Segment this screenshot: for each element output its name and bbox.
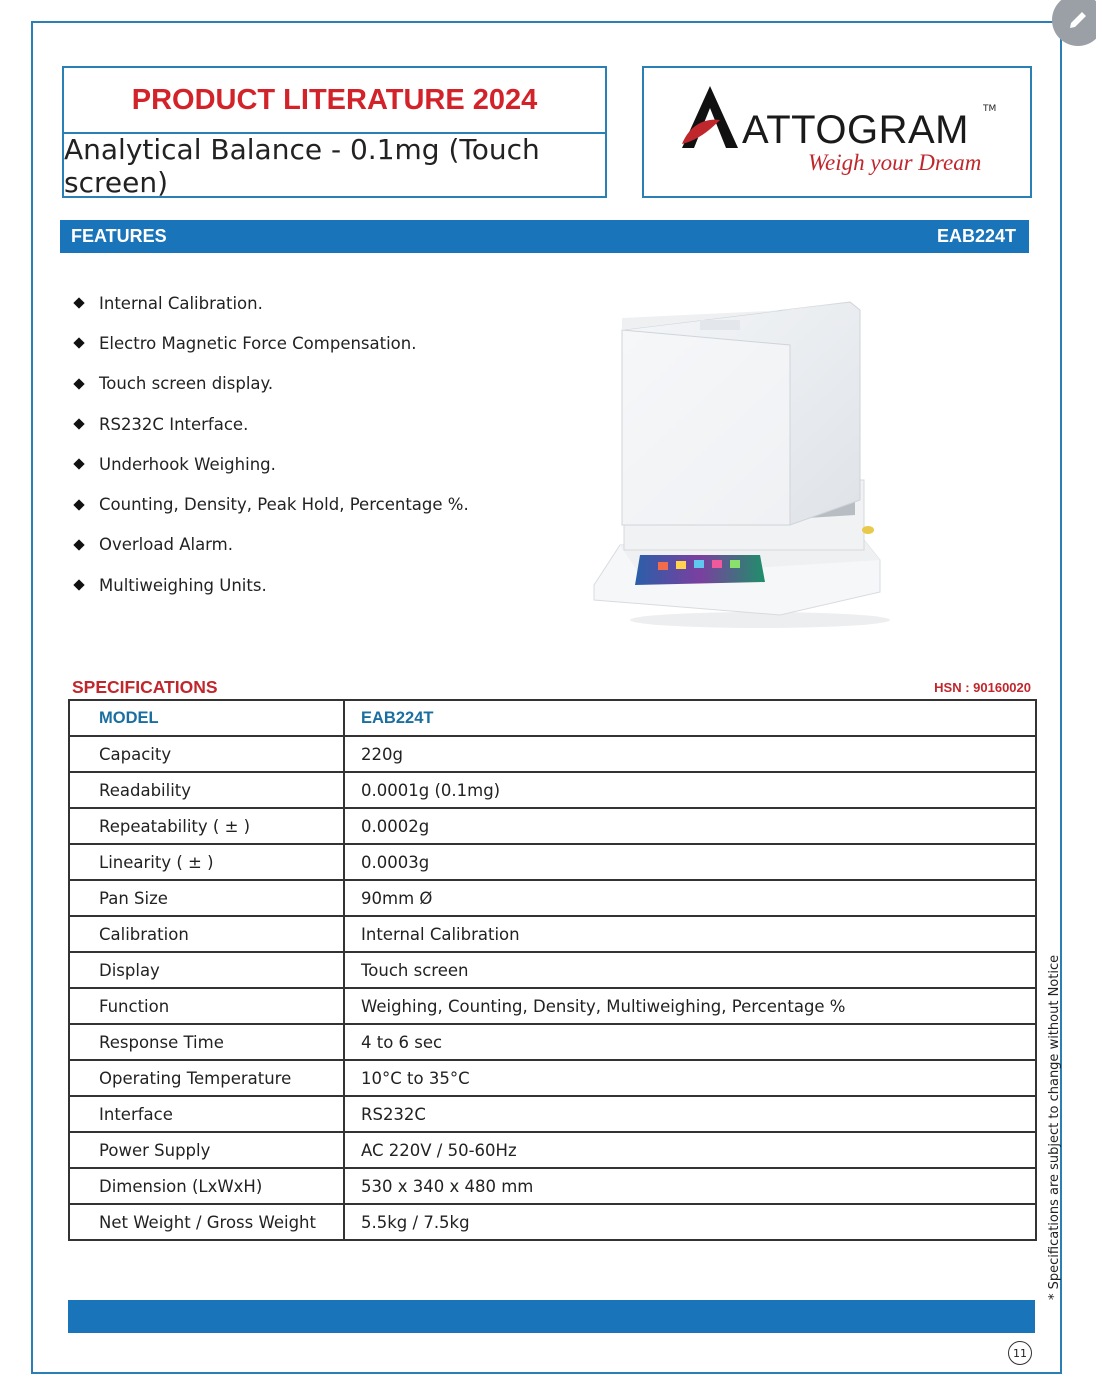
diamond-bullet-icon — [73, 297, 84, 308]
diamond-bullet-icon — [73, 418, 84, 429]
table-row: Net Weight / Gross Weight 5.5kg / 7.5kg — [69, 1204, 1036, 1240]
brand-logo — [642, 66, 1032, 198]
title-box — [62, 66, 607, 198]
trademark-mark: TM — [983, 104, 997, 114]
table-header-row — [69, 700, 1036, 736]
diamond-bullet-icon — [73, 378, 84, 389]
table-row: Display Touch screen — [69, 952, 1036, 988]
features-bar — [60, 220, 1029, 253]
table-row: Power Supply AC 220V / 50-60Hz — [69, 1132, 1036, 1168]
list-item: Internal Calibration. — [72, 283, 469, 323]
attogram-logo-mark-icon — [680, 84, 744, 154]
model-label: MODEL — [69, 700, 344, 736]
specifications-disclaimer: * Specifications are subject to change without Notice — [1047, 954, 1062, 1300]
features-label: FEATURES — [71, 226, 167, 246]
table-row: Calibration Internal Calibration — [69, 916, 1036, 952]
table-row: Repeatability ( ± ) 0.0002g — [69, 808, 1036, 844]
pencil-icon — [1066, 8, 1090, 32]
table-row: Pan Size 90mm Ø — [69, 880, 1036, 916]
brand-name: ATTOGRAM — [742, 108, 969, 152]
diamond-bullet-icon — [73, 580, 84, 591]
feature-list — [72, 283, 469, 605]
table-row: Linearity ( ± ) 0.0003g — [69, 844, 1036, 880]
table-row: Operating Temperature 10°C to 35°C — [69, 1060, 1036, 1096]
table-row: Dimension (LxWxH) 530 x 340 x 480 mm — [69, 1168, 1036, 1204]
page-number: 11 — [1008, 1341, 1032, 1365]
list-item: RS232C Interface. — [72, 404, 469, 444]
list-item: Overload Alarm. — [72, 525, 469, 565]
diamond-bullet-icon — [73, 338, 84, 349]
list-item: Counting, Density, Peak Hold, Percentage %. — [72, 484, 469, 524]
table-row: Response Time 4 to 6 sec — [69, 1024, 1036, 1060]
list-item: Underhook Weighing. — [72, 444, 469, 484]
diamond-bullet-icon — [73, 459, 84, 470]
analytical-balance-image — [580, 290, 900, 630]
product-subtitle: Analytical Balance - 0.1mg (Touch screen) — [64, 133, 540, 199]
table-row: Interface RS232C — [69, 1096, 1036, 1132]
specifications-table — [68, 699, 1037, 1241]
specifications-heading: SPECIFICATIONS — [72, 677, 218, 697]
model-value: EAB224T — [344, 700, 1036, 736]
table-row: Readability 0.0001g (0.1mg) — [69, 772, 1036, 808]
hsn-code: HSN : 90160020 — [934, 680, 1031, 695]
brand-tagline: Weigh your Dream — [808, 150, 982, 175]
table-row: Function Weighing, Counting, Density, Multiweighing, Percentage % — [69, 988, 1036, 1024]
features-model-code: EAB224T — [936, 226, 1016, 246]
list-item: Touch screen display. — [72, 364, 469, 404]
list-item: Multiweighing Units. — [72, 565, 469, 605]
diamond-bullet-icon — [73, 499, 84, 510]
list-item: Electro Magnetic Force Compensation. — [72, 323, 469, 363]
diamond-bullet-icon — [73, 539, 84, 550]
table-row: Capacity 220g — [69, 736, 1036, 772]
literature-title: PRODUCT LITERATURE 2024 — [64, 68, 605, 134]
spec-footer-bar — [68, 1300, 1035, 1333]
